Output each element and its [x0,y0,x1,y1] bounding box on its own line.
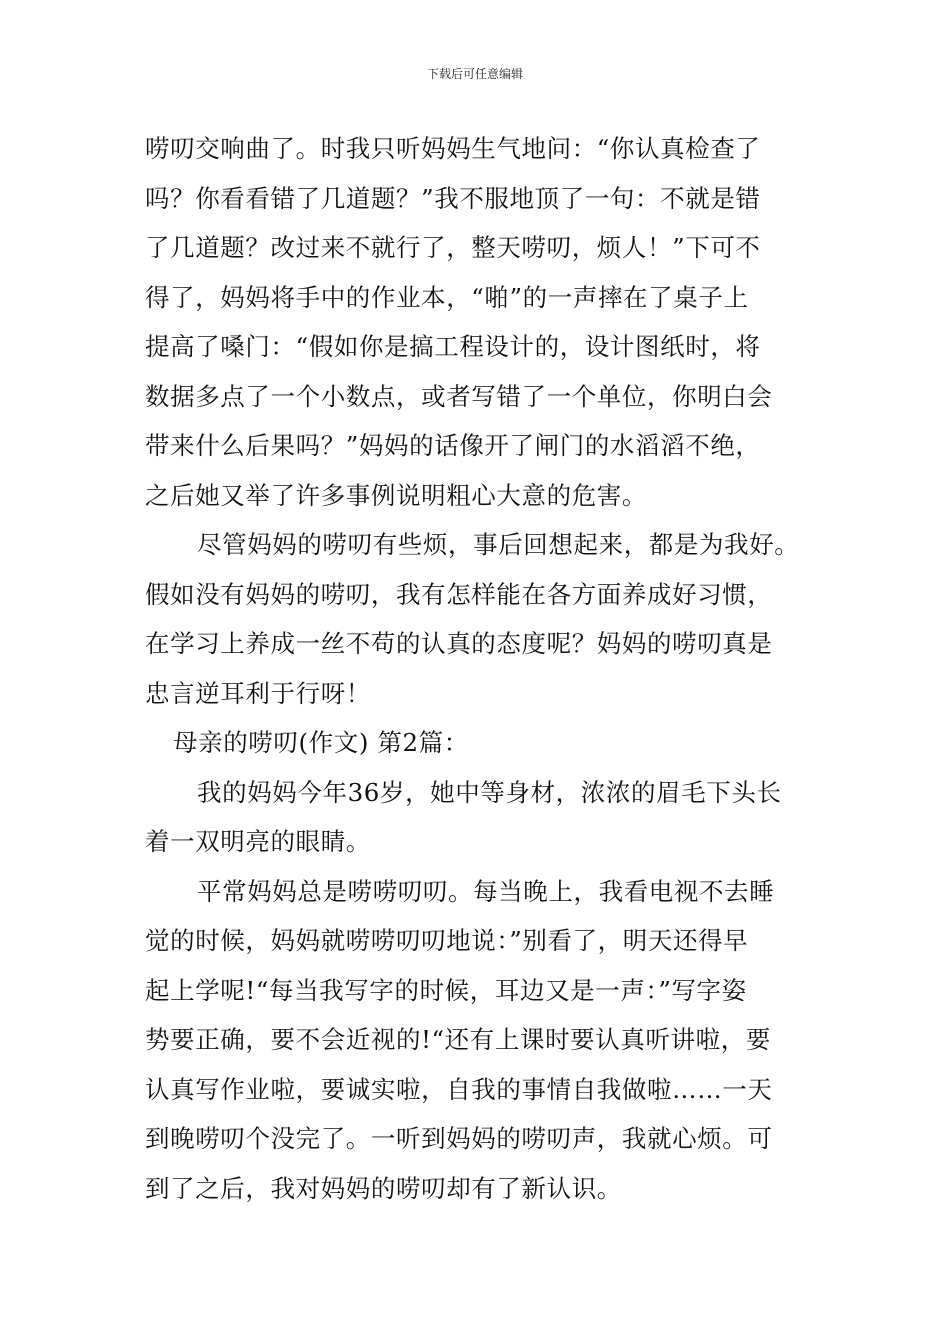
text-line: 到了之后，我对妈妈的唠叨却有了新认识。 [145,1173,622,1203]
paragraph-start-line: 我的妈妈今年36岁，她中等身材，浓浓的眉毛下头长 [197,777,782,807]
text-line: 得了，妈妈将手中的作业本，“啪”的一声摔在了桌子上 [145,282,749,312]
document-body [145,124,815,1213]
text-line: 认真写作业啦，要诚实啦，自我的事情自我做啦……一天 [145,1074,773,1104]
text-line: 觉的时候，妈妈就唠唠叨叨地说：”别看了，明天还得早 [145,926,749,955]
text-line: 数据多点了一个小数点，或者写错了一个单位，你明白会 [145,381,773,411]
text-line: 唠叨交响曲了。时我只听妈妈生气地问：“你认真检查了 [145,134,761,163]
text-line: 忠言逆耳利于行呀！ [145,678,371,708]
text-line: 着一双明亮的眼睛。 [145,827,371,856]
text-line: 带来什么后果吗？”妈妈的话像开了闸门的水滔滔不绝， [145,431,761,460]
text-line: 势要正确，要不会近视的!“还有上课时要认真听讲啦，要 [145,1025,771,1054]
page-header: 下载后可任意编辑 [426,67,523,81]
text-line: 假如没有妈妈的唠叨，我有怎样能在各方面养成好习惯， [145,579,773,609]
paragraph-start-line: 平常妈妈总是唠唠叨叨。每当晚上，我看电视不去睡 [197,876,775,906]
text-line: 在学习上养成一丝不苟的认真的态度呢？妈妈的唠叨真是 [145,629,773,658]
text-line: 吗？你看看错了几道题？”我不服地顶了一句：不就是错 [145,183,761,213]
paragraph-start-line: 尽管妈妈的唠叨有些烦，事后回想起来，都是为我好。 [197,530,800,559]
text-line: 到晚唠叨个没完了。一听到妈妈的唠叨声，我就心烦。可 [145,1124,773,1153]
text-line: 之后她又举了许多事例说明粗心大意的危害。 [145,480,647,510]
text-line: 提高了嗓门：“假如你是搞工程设计的，设计图纸时，将 [145,332,761,361]
text-line: 了几道题？改过来不就行了，整天唠叨，烦人！”下可不 [145,233,761,262]
section-heading: 母亲的唠叨(作文) 第2篇： [173,728,469,757]
text-line: 起上学呢!“每当我写字的时候，耳边又是一声：”写字姿 [145,975,747,1005]
